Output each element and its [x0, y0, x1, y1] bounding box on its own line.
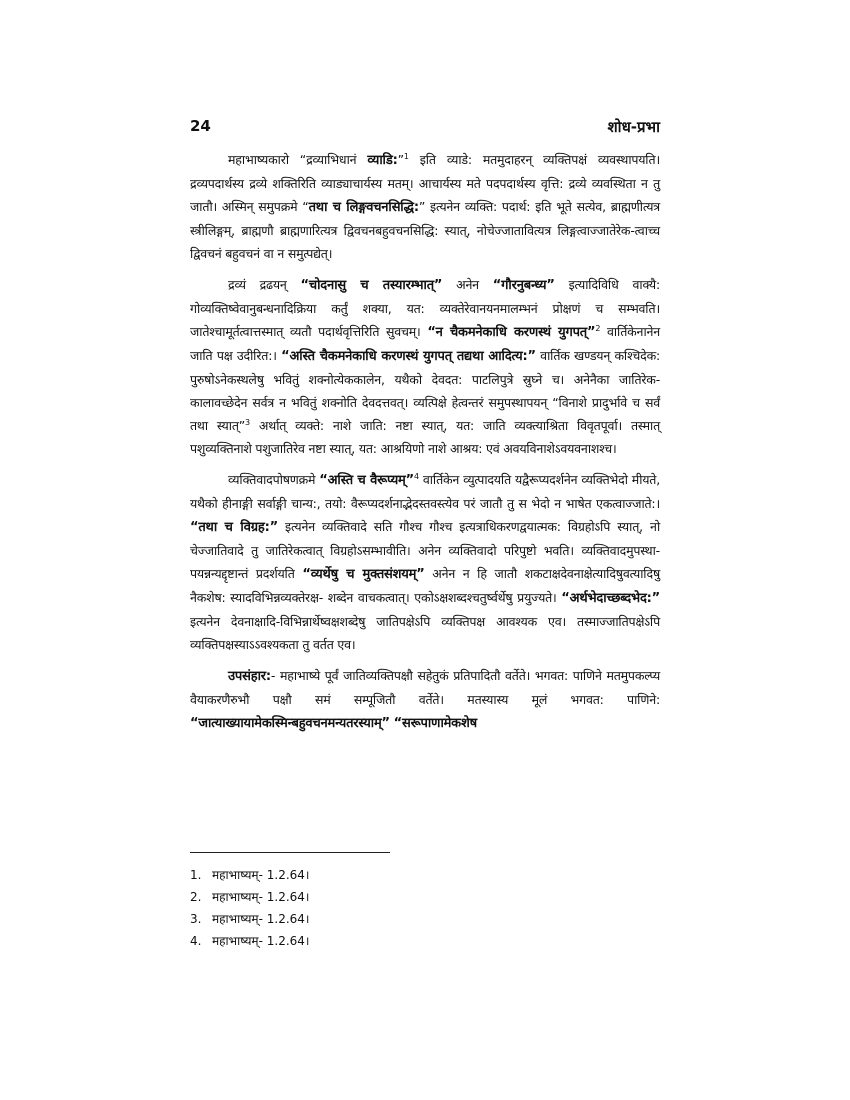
footnote-item — [190, 864, 309, 886]
text-run: अनेन न हि जातौ शकटाक्षदेवनाक्षेत्यादिषुवत्यादिषु नैकशेष: स्यादविभिन्नव्यक्तेरक्ष- शब्देन वाचकत्वात्। एकोऽक्षशब्दश्चतुर्ष्वर्थेषु प्रयुज्यते। — [190, 566, 660, 605]
footnote-text: महाभाष्यम्- 1.2.64। — [212, 912, 310, 926]
body-text — [190, 148, 660, 743]
footnote-number: 3. — [190, 912, 202, 926]
bold-quote: “न चैकमनेकाधि करणस्थं युगपत्” — [427, 325, 596, 340]
paragraph — [190, 273, 660, 460]
bold-quote: “अस्ति चैकमनेकाधि करणस्थं युगपत् तद्यथा आदित्य:” — [281, 349, 536, 364]
text-run: - महाभाष्ये पूर्वं जातिव्यक्तिपक्षौ सहेतुकं प्रतिपादितौ वर्तेते। भगवत: पाणिने मतमुपकल्प्य वैयाकरणैरुभौ पक्षौ समं सम्पूजितौ वर्तेते। मतस्यास्य मूलं भगवत: पाणिने: — [190, 668, 660, 707]
paragraph — [190, 468, 660, 656]
text-run: इति व्याडे: मतमुदाहरन् व्यक्तिपक्षं व्यवस्थापयति। द्रव्यपदार्थस्य द्रव्ये शक्तिरिति व्याड्याचार्यस्य मतम्। आचार्यस्य मते पदपदार्थस्य वृत्ति: द्रव्ये व्यवस्थिता न तु जातौ। अस्मिन् समुपक्रमे “ — [190, 152, 661, 214]
footnote-ref[interactable]: 1 — [403, 151, 409, 161]
bold-quote: “अर्थभेदाच्छब्दभेद:” — [561, 591, 660, 606]
paragraph — [190, 148, 660, 265]
bold-quote: “अस्ति च वैरूप्यम्” — [319, 473, 414, 488]
text-run: इत्यनेन देवनाक्षादि-विभिन्नार्थेष्वक्षशब्देषु जातिपक्षेऽपि व्यक्तिपक्ष आवश्यक एव। तस्माज्जातिपक्षेऽपि व्यक्तिपक्षस्याऽऽवश्यकता तु वर्तत एव। — [190, 614, 660, 652]
footnote-number: 1. — [190, 868, 202, 882]
paragraph — [190, 664, 660, 735]
text-run: वार्तिक खण्डयन् कश्चिदेक: पुरुषोऽनेकस्थलेषु भवितुं शक्नोत्येककालेन, यथैको देवदत: पाटलिपुत्रे स्रुघ्ने च। अनेनैका जातिरेक-कालावच्छेदेन सर्वत्र न भवितुं शक्नोति देवदत्तवत्। व्यत्पिक्षे हेत्वन्तरं समुपस्थापयन् “विनाशे प्रादुर्भावे च सर्वं तथा स्यात्” — [190, 348, 660, 433]
footnote-text: महाभाष्यम्- 1.2.64। — [212, 868, 310, 882]
text-run: अर्थात् व्यक्ते: नाशे जाति: नष्टा स्यात्, यत: जाति व्यक्त्याश्रिता विवृतपूर्वा। तस्मात् पशुव्यक्तिनाशे पशुजातिरेव नष्टा स्यात्, यत: आश्रयिणो नाशे आश्रय: एवं अवयविनाशेऽवयवनाशश्च। — [190, 418, 661, 456]
text-run: इत्यनेन व्यक्तिवादे सति गौश्च गौश्च इत्यत्राधिकरणद्वयात्मक: विग्रहोऽपि स्यात्, नो चेज्जातिवादे तु जातिरेकत्वात् विग्रहोऽसम्भावीति। अनेन व्यक्तिवादो परिपुष्टो भवति। व्यक्तिवादमुपस्था-पयन्नन्यद्दृष्टान्तं प्रदर्शयति — [190, 519, 660, 581]
footnote-item — [190, 908, 309, 930]
footnotes — [190, 864, 309, 952]
text-run: ” इत्यनेन व्यक्ति: पदार्थ: इति भूते सत्येव, ब्राह्मणीत्यत्र स्त्रीलिङ्गम्, ब्राह्मणौ ब्राह्मणारित्यत्र द्विवचनबहुवचनसिद्धि: स्यात्, नोचेज्जातावित्यत्र लिङ्गत्वाज्जातेरेक-त्वाच्च द्विवचनं बहुवचनं वा न समुत्पद्येत्। — [190, 199, 661, 261]
page-number: 24 — [190, 117, 211, 135]
text-run: इत्यादिविधि वाक्यै: गोव्यक्तिष्वेवानुबन्धनादिक्रिया कर्तुं शक्या, यत: व्यक्तेरेवानयनमालम्भनं प्रोक्षणं च सम्भवति। जातेश्चामूर्तत्वात्तस्मात् व्यतौ पदार्थवृत्तिरिति सुवचम्। — [190, 277, 660, 339]
footnote-ref[interactable]: 3 — [245, 417, 250, 427]
text-run: वार्तिकेनानेन जाति पक्ष उदीरित:। — [190, 324, 660, 363]
bold-quote: “सरूपाणामेकशेष — [393, 716, 477, 731]
bold-quote: “जात्याख्यायामेकस्मिन्बहुवचनमन्यतरस्याम्” — [190, 716, 390, 731]
text-run: अनेन — [442, 277, 493, 292]
footnote-number: 4. — [190, 934, 202, 948]
text-run: ” — [397, 152, 404, 167]
bold-quote: “गौरनुबन्ध्य” — [492, 278, 555, 293]
footnote-item — [190, 930, 309, 952]
bold-quote: “तथा च विग्रह:” — [190, 520, 278, 535]
bold-quote: व्याडि: — [367, 153, 398, 168]
footnote-item — [190, 886, 309, 908]
text-run: व्यक्तिवादपोषणक्रमे — [228, 472, 320, 487]
text-run: महाभाष्यकारो “द्रव्याभिधानं — [228, 152, 368, 167]
footnote-text: महाभाष्यम्- 1.2.64। — [212, 890, 310, 904]
bold-quote: उपसंहार: — [228, 669, 271, 684]
running-title: शोध-प्रभा — [607, 118, 660, 136]
bold-quote: “व्यर्थेषु च मुक्तसंशयम्” — [302, 567, 425, 582]
text-run: द्रव्यं द्रढयन् — [228, 277, 301, 292]
footnote-divider — [190, 852, 390, 853]
text-run: वार्तिकेन व्युत्पादयति यद्वैरूप्यदर्शनेन व्यक्तिभेदो मीयते, यथैको हीनाङ्गी सर्वाङ्गी चान्य:, तयो: वैरूप्यदर्शनाद्भेदस्तवस्त्येव परं जातौ तु स भेदो न भाषेत एकत्वाज्जाते:। — [190, 472, 661, 511]
bold-quote: “चोदनासु च तस्यारम्भात्” — [300, 278, 443, 293]
footnote-text: महाभाष्यम्- 1.2.64। — [212, 934, 310, 948]
bold-quote: तथा च लिङ्गवचनसिद्धि: — [308, 200, 419, 215]
footnote-ref[interactable]: 4 — [413, 471, 419, 481]
footnote-ref[interactable]: 2 — [595, 323, 601, 333]
footnote-number: 2. — [190, 890, 202, 904]
